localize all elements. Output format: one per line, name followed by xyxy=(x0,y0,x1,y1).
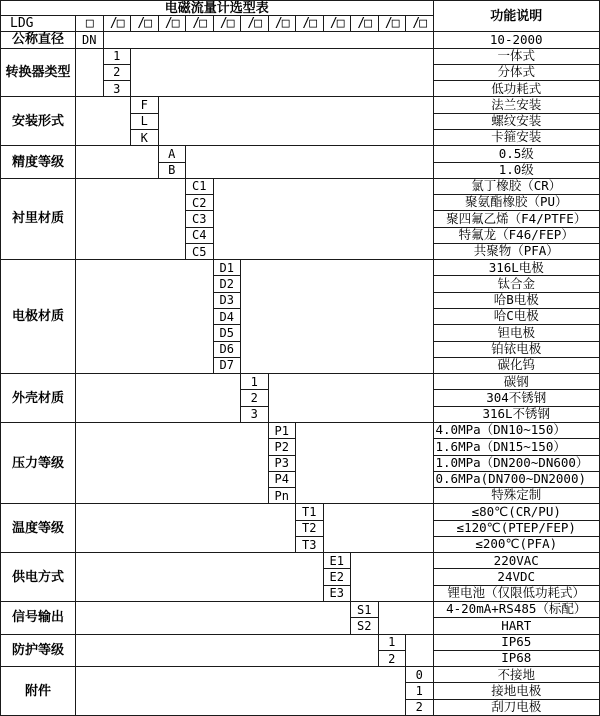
model-slot-cell: /□ xyxy=(185,15,213,31)
filler-cell xyxy=(75,96,130,145)
option-code-cell: P4 xyxy=(268,471,296,487)
option-code-cell: T1 xyxy=(295,503,323,519)
section-label-10: 信号输出 xyxy=(1,601,75,634)
filler-cell xyxy=(75,634,378,667)
option-desc-cell: 刮刀电极 xyxy=(433,699,600,715)
option-desc-cell: 聚四氟乙烯（F4/PTFE） xyxy=(433,210,600,226)
option-desc-cell: 特氟龙（F46/FEP） xyxy=(433,227,600,243)
option-desc-cell: IP68 xyxy=(433,650,600,666)
option-desc-cell: 钛合金 xyxy=(433,275,600,291)
filler-cell xyxy=(75,373,240,422)
option-desc-cell: 4-20mA+RS485（标配） xyxy=(433,601,600,617)
filler-cell xyxy=(75,503,295,552)
filler-cell xyxy=(103,31,433,47)
option-code-cell: DN xyxy=(75,31,103,47)
option-code-cell: S2 xyxy=(350,617,378,633)
option-code-cell: A xyxy=(158,145,186,161)
option-desc-cell: 一体式 xyxy=(433,48,600,64)
model-slot-cell: /□ xyxy=(323,15,351,31)
option-code-cell: F xyxy=(130,96,158,112)
option-code-cell: K xyxy=(130,129,158,145)
option-code-cell: D1 xyxy=(213,259,241,275)
option-code-cell: T3 xyxy=(295,536,323,552)
option-desc-cell: 共聚物（PFA） xyxy=(433,243,600,259)
model-slot-cell: /□ xyxy=(103,15,131,31)
option-code-cell: 2 xyxy=(405,699,433,715)
option-desc-cell: 10-2000 xyxy=(433,31,600,47)
option-desc-cell: 低功耗式 xyxy=(433,80,600,96)
filler-cell xyxy=(240,259,433,373)
option-desc-cell: 卡箍安装 xyxy=(433,129,600,145)
option-code-cell: D6 xyxy=(213,341,241,357)
option-code-cell: 2 xyxy=(240,389,268,405)
model-slot-cell: /□ xyxy=(130,15,158,31)
option-desc-cell: 220VAC xyxy=(433,552,600,568)
option-desc-cell: 316L电极 xyxy=(433,259,600,275)
section-label-0: 公称直径 xyxy=(1,31,75,47)
section-label-2: 安装形式 xyxy=(1,96,75,145)
filler-cell xyxy=(75,666,405,715)
model-slot-cell: /□ xyxy=(405,15,433,31)
filler-cell xyxy=(213,178,433,259)
option-desc-cell: 特殊定制 xyxy=(433,487,600,503)
option-code-cell: 2 xyxy=(103,64,131,80)
option-desc-cell: 哈C电极 xyxy=(433,308,600,324)
option-desc-cell: 铂铱电极 xyxy=(433,341,600,357)
option-code-cell: E2 xyxy=(323,568,351,584)
model-slot-cell: /□ xyxy=(350,15,378,31)
section-label-4: 衬里材质 xyxy=(1,178,75,259)
option-code-cell: P3 xyxy=(268,455,296,471)
section-label-8: 温度等级 xyxy=(1,503,75,552)
filler-cell xyxy=(378,601,433,634)
option-desc-cell: 4.0MPa（DN10~150） xyxy=(433,422,600,438)
option-desc-cell: 碳化钨 xyxy=(433,357,600,373)
option-desc-cell: 1.0MPa（DN200~DN600） xyxy=(433,455,600,471)
option-desc-cell: 0.5级 xyxy=(433,145,600,161)
model-slot-cell: /□ xyxy=(295,15,323,31)
option-code-cell: P2 xyxy=(268,438,296,454)
option-desc-cell: 不接地 xyxy=(433,666,600,682)
filler-cell xyxy=(75,48,103,97)
model-box-cell: □ xyxy=(75,15,103,31)
option-code-cell: C2 xyxy=(185,194,213,210)
model-slot-cell: /□ xyxy=(378,15,406,31)
option-code-cell: P1 xyxy=(268,422,296,438)
filler-cell xyxy=(75,178,185,259)
option-code-cell: 1 xyxy=(240,373,268,389)
option-code-cell: 1 xyxy=(378,634,406,650)
filler-cell xyxy=(130,48,433,97)
filler-cell xyxy=(75,422,268,503)
option-code-cell: C5 xyxy=(185,243,213,259)
option-desc-cell: 分体式 xyxy=(433,64,600,80)
option-desc-cell: 哈B电极 xyxy=(433,292,600,308)
option-desc-cell: 1.6MPa（DN15~150） xyxy=(433,438,600,454)
option-desc-cell: 316L不锈钢 xyxy=(433,406,600,422)
option-code-cell: 2 xyxy=(378,650,406,666)
section-label-12: 附件 xyxy=(1,666,75,715)
option-desc-cell: ≤120℃(PTEP/FEP) xyxy=(433,520,600,536)
option-code-cell: 0 xyxy=(405,666,433,682)
filler-cell xyxy=(75,601,350,634)
filler-cell xyxy=(75,552,323,601)
option-code-cell: 3 xyxy=(103,80,131,96)
model-slot-cell: /□ xyxy=(240,15,268,31)
option-code-cell: D3 xyxy=(213,292,241,308)
option-code-cell: C1 xyxy=(185,178,213,194)
option-desc-cell: 法兰安装 xyxy=(433,96,600,112)
section-label-5: 电极材质 xyxy=(1,259,75,373)
section-label-9: 供电方式 xyxy=(1,552,75,601)
option-desc-cell: 聚氨酯橡胶（PU） xyxy=(433,194,600,210)
option-code-cell: S1 xyxy=(350,601,378,617)
option-code-cell: D4 xyxy=(213,308,241,324)
option-code-cell: C3 xyxy=(185,210,213,226)
option-code-cell: E3 xyxy=(323,585,351,601)
option-code-cell: D5 xyxy=(213,324,241,340)
filler-cell xyxy=(75,145,158,178)
option-code-cell: E1 xyxy=(323,552,351,568)
section-label-7: 压力等级 xyxy=(1,422,75,503)
filler-cell xyxy=(323,503,433,552)
section-label-6: 外壳材质 xyxy=(1,373,75,422)
option-desc-cell: 锂电池（仅限低功耗式） xyxy=(433,585,600,601)
option-desc-cell: 24VDC xyxy=(433,568,600,584)
filler-cell xyxy=(350,552,433,601)
model-slot-cell: /□ xyxy=(213,15,241,31)
filler-cell xyxy=(268,373,433,422)
model-slot-cell: /□ xyxy=(268,15,296,31)
table-title: 电磁流量计选型表 xyxy=(164,1,269,15)
option-code-cell: C4 xyxy=(185,227,213,243)
option-desc-cell: 0.6MPa(DN700~DN2000) xyxy=(433,471,600,487)
option-code-cell: 3 xyxy=(240,406,268,422)
option-desc-cell: HART xyxy=(433,617,600,633)
option-code-cell: Pn xyxy=(268,487,296,503)
option-code-cell: B xyxy=(158,162,186,178)
filler-cell xyxy=(158,96,433,145)
option-desc-cell: ≤80℃(CR/PU) xyxy=(433,503,600,519)
option-desc-cell: 304不锈钢 xyxy=(433,389,600,405)
option-desc-cell: ≤200℃(PFA) xyxy=(433,536,600,552)
option-desc-cell: 1.0级 xyxy=(433,162,600,178)
option-desc-cell: IP65 xyxy=(433,634,600,650)
option-code-cell: L xyxy=(130,113,158,129)
option-code-cell: 1 xyxy=(103,48,131,64)
section-label-3: 精度等级 xyxy=(1,145,75,178)
option-code-cell: 1 xyxy=(405,682,433,698)
model-slot-cell: /□ xyxy=(158,15,186,31)
filler-cell xyxy=(75,259,213,373)
filler-cell xyxy=(295,422,433,503)
filler-cell xyxy=(185,145,433,178)
option-code-cell: D2 xyxy=(213,275,241,291)
option-desc-cell: 接地电极 xyxy=(433,682,600,698)
filler-cell xyxy=(405,634,433,667)
model-prefix: LDG xyxy=(1,15,75,31)
option-code-cell: D7 xyxy=(213,357,241,373)
section-label-1: 转换器类型 xyxy=(1,48,75,97)
option-desc-cell: 碳钢 xyxy=(433,373,600,389)
option-code-cell: T2 xyxy=(295,520,323,536)
option-desc-cell: 螺纹安装 xyxy=(433,113,600,129)
option-desc-cell: 钽电极 xyxy=(433,324,600,340)
function-column-header: 功能说明 xyxy=(433,1,600,31)
option-desc-cell: 氯丁橡胶（CR） xyxy=(433,178,600,194)
section-label-11: 防护等级 xyxy=(1,634,75,667)
